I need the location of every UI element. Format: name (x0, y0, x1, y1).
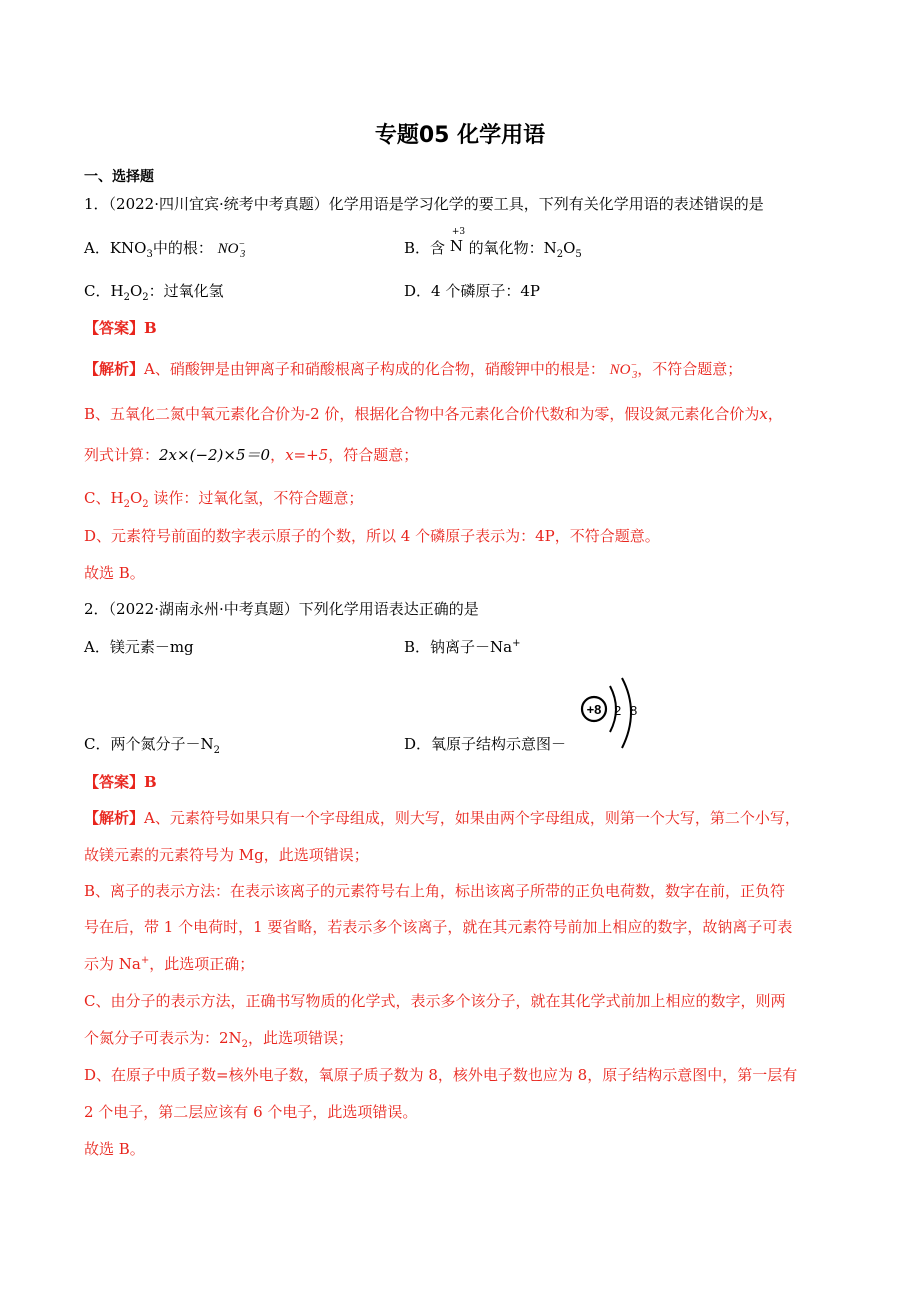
inner-shell-count: 2 (614, 703, 622, 718)
q2-explanation-a2: 故镁元素的元素符号为 Mg，此选项错误； (84, 846, 369, 864)
q2-explanation-b3: 示为 Na+，此选项正确； (84, 955, 255, 973)
page-title: 专题05 化学用语 (374, 123, 546, 148)
oxygen-atom-diagram (572, 676, 644, 752)
section-heading: 一、选择题 (84, 169, 154, 185)
q2-stem: 2．（2022·湖南永州·中考真题）下列化学用语表达正确的是 (84, 600, 479, 618)
nucleus-charge: +8 (586, 702, 602, 717)
outer-shell-count: 8 (630, 703, 638, 718)
q2-explanation-c2: 个氮分子可表示为：$2N_2$，此选项错误； (84, 1029, 354, 1050)
nitrate-formula: $NO^-_3$ (217, 239, 246, 260)
q2-explanation-d2: 2 个电子，第二层应该有 6 个电子，此选项错误。 (84, 1103, 418, 1121)
q1-option-d: D．4 个磷原子：4P (404, 282, 540, 300)
q1-explanation-c: C、$H_2O_2$ 读作：过氧化氢，不符合题意； (84, 489, 364, 510)
q2-conclusion: 故选 B。 (84, 1140, 145, 1158)
q1-option-a: A．$KNO_3$中的根： $NO^-_3$ (84, 239, 246, 260)
q1-option-c: C．$H_2O_2$：过氧化氢 (84, 282, 224, 303)
q2-option-a: A．镁元素－mg (84, 638, 194, 656)
q2-explanation-c1: C、由分子的表示方法，正确书写物质的化学式，表示多个该分子，就在其化学式前加上相应的数字，则两 (84, 992, 786, 1010)
q1-answer: 【答案】B (84, 319, 157, 337)
q1-explanation-d: D、元素符号前面的数字表示原子的个数，所以 4 个磷原子表示为：4P，不符合题意。 (84, 527, 660, 545)
q2-explanation-b2: 号在后，带 1 个电荷时，1 要省略，若表示多个该离子，就在其元素符号前加上相应的数字，故钠离子可表 (84, 918, 793, 936)
q1-conclusion: 故选 B。 (84, 564, 145, 582)
nitrogen-valence: +3 N (449, 227, 466, 255)
q2-option-b: B．钠离子－Na+ (404, 638, 521, 656)
q1-option-b: B．含 +3 N 的氧化物：$N_2O_5$ (404, 227, 582, 260)
q2-explanation-a1: 【解析】A、元素符号如果只有一个字母组成，则大写，如果由两个字母组成，则第一个大写，第二个小写， (84, 809, 800, 827)
q1-explanation-b1: B、五氧化二氮中氧元素化合价为-2 价，根据化合物中各元素化合价代数和为零，假设氮元素化合价为x， (84, 405, 783, 423)
q2-explanation-d1: D、在原子中质子数=核外电子数，氧原子质子数为 8，核外电子数也应为 8，原子结构示意图中，第一层有 (84, 1066, 798, 1084)
q2-option-d: D．氧原子结构示意图－ (404, 735, 567, 753)
q1-stem: 1．（2022·四川宜宾·统考中考真题）化学用语是学习化学的要工具，下列有关化学用语的表述错误的是 (84, 195, 764, 213)
q2-option-c: C．两个氮分子$-N_2$ (84, 735, 220, 756)
q2-explanation-b1: B、离子的表示方法：在表示该离子的元素符号右上角，标出该离子所带的正负电荷数，数字在前，正负符 (84, 882, 786, 900)
q1-explanation-a: 【解析】A、硝酸钾是由钾离子和硝酸根离子构成的化合物，硝酸钾中的根是： $NO^-_3$，不符合题意； (84, 360, 743, 381)
q1-explanation-b2: 列式计算：2x×(−2)×5＝0，x=+5，符合题意； (84, 446, 419, 464)
q2-answer: 【答案】B (84, 773, 157, 791)
